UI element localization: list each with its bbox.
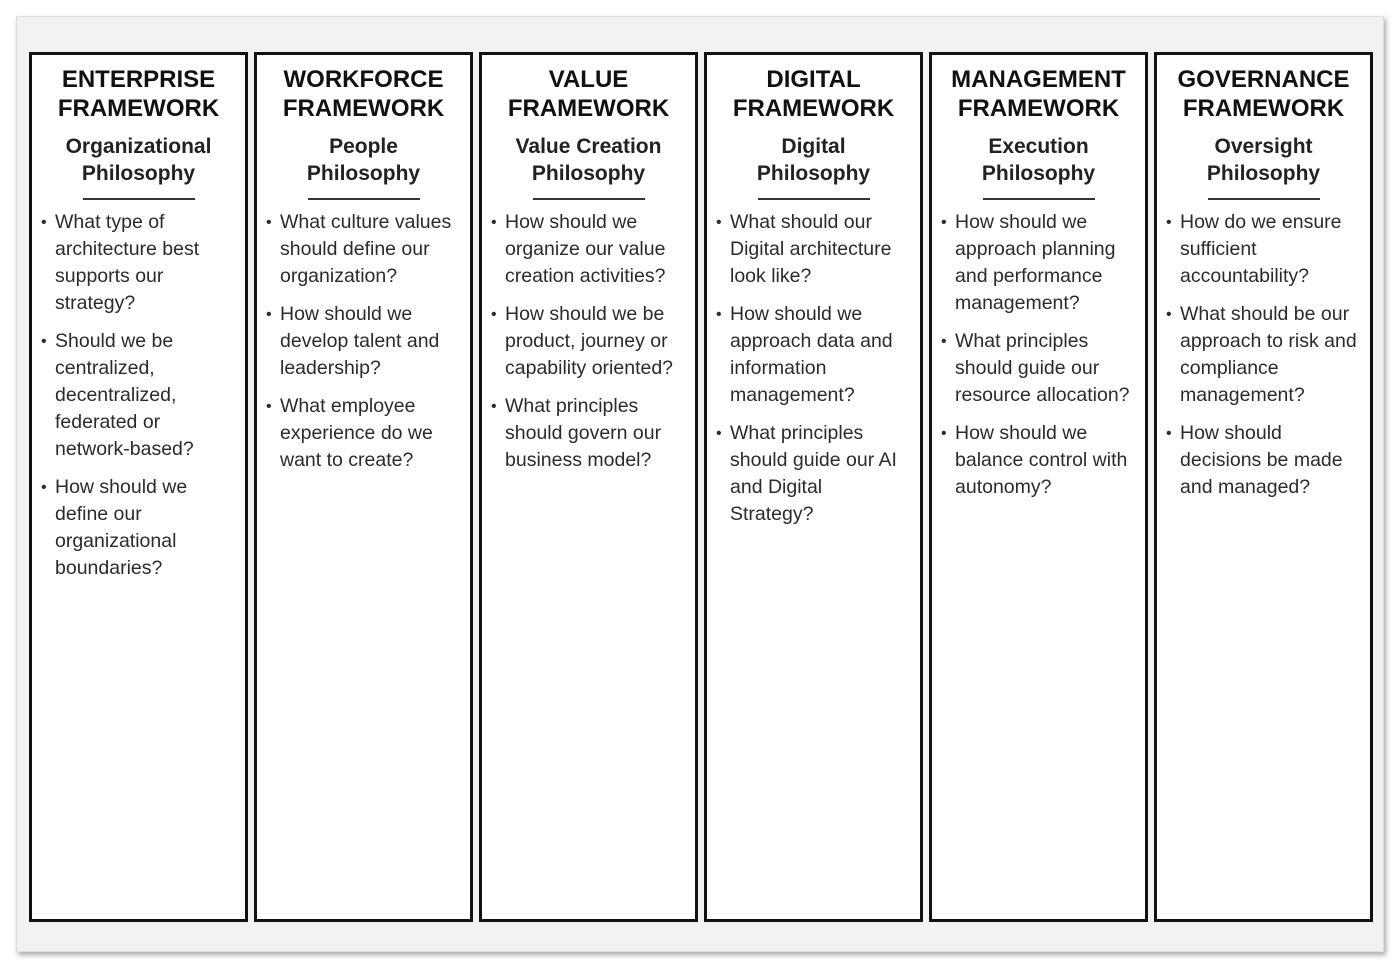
column-title-line2: FRAMEWORK (57, 95, 220, 122)
column-title-line1: VALUE (548, 66, 629, 93)
framework-column-governance (1154, 52, 1373, 922)
question-text: Should we be centralized, decentralized, federated or network-based? (55, 330, 194, 460)
column-subtitle (1166, 133, 1361, 187)
column-subtitle-line2: Philosophy (981, 162, 1096, 185)
bullet-icon: • (941, 425, 947, 442)
column-divider (758, 198, 870, 200)
question-text: How should we approach data and information management? (730, 303, 893, 406)
question-text: How do we ensure sufficient accountability? (1180, 211, 1342, 287)
framework-column-workforce (254, 52, 473, 922)
question-text: What type of architecture best supports our strategy? (55, 211, 200, 314)
bullet-icon: • (266, 306, 272, 323)
column-title-line2: FRAMEWORK (732, 95, 895, 122)
column-title (1166, 65, 1361, 123)
question-text: What principles should govern our business model? (505, 395, 662, 471)
bullet-icon: • (1166, 214, 1172, 231)
question-item (266, 209, 461, 290)
question-text: How should decisions be made and managed? (1180, 422, 1343, 498)
column-title-line1: WORKFORCE (283, 66, 444, 93)
column-subtitle (41, 133, 236, 187)
column-title (941, 65, 1136, 123)
question-list (41, 209, 236, 582)
bullet-icon: • (941, 333, 947, 350)
question-text: How should we approach planning and performance management? (955, 211, 1116, 314)
question-list (716, 209, 911, 528)
bullet-icon: • (1166, 306, 1172, 323)
question-item (1166, 209, 1361, 290)
column-title-line2: FRAMEWORK (507, 95, 670, 122)
question-item (41, 209, 236, 317)
column-subtitle-line1: Value Creation (515, 135, 662, 158)
question-text: What should our Digital architecture look like? (730, 211, 892, 287)
question-text: What culture values should define our organization? (280, 211, 452, 287)
column-title-line1: DIGITAL (766, 66, 861, 93)
bullet-icon: • (1166, 425, 1172, 442)
column-subtitle-line1: Digital (781, 135, 846, 158)
question-item (1166, 301, 1361, 409)
bullet-icon: • (266, 214, 272, 231)
question-text: How should we organize our value creation activities? (505, 211, 666, 287)
bullet-icon: • (41, 214, 47, 231)
question-item (941, 328, 1136, 409)
framework-page (16, 16, 1384, 952)
column-subtitle-line2: Philosophy (306, 162, 421, 185)
question-text: What principles should guide our AI and Digital Strategy? (730, 422, 897, 525)
question-text: What should be our approach to risk and compliance management? (1180, 303, 1357, 406)
question-item (716, 209, 911, 290)
framework-column-digital (704, 52, 923, 922)
column-title-line1: ENTERPRISE (61, 66, 216, 93)
question-item (941, 209, 1136, 317)
column-divider (1208, 198, 1320, 200)
column-subtitle (716, 133, 911, 187)
column-subtitle-line1: Execution (988, 135, 1089, 158)
column-divider (533, 198, 645, 200)
question-list (1166, 209, 1361, 501)
column-title (41, 65, 236, 123)
question-item (1166, 420, 1361, 501)
question-list (491, 209, 686, 474)
column-title-line2: FRAMEWORK (957, 95, 1120, 122)
question-text: How should we be product, journey or capability oriented? (505, 303, 674, 379)
question-text: How should we develop talent and leadership? (280, 303, 440, 379)
question-text: What employee experience do we want to create? (280, 395, 433, 471)
question-text: How should we define our organizational boundaries? (55, 476, 188, 579)
column-divider (983, 198, 1095, 200)
column-title-line2: FRAMEWORK (282, 95, 445, 122)
question-text: How should we balance control with autonomy? (955, 422, 1128, 498)
column-subtitle (266, 133, 461, 187)
column-title-line1: GOVERNANCE (1177, 66, 1350, 93)
bullet-icon: • (41, 333, 47, 350)
bullet-icon: • (266, 398, 272, 415)
framework-columns (29, 52, 1373, 922)
bullet-icon: • (491, 214, 497, 231)
question-item (41, 328, 236, 463)
question-item (716, 420, 911, 528)
column-subtitle-line1: Oversight (1214, 135, 1313, 158)
question-item (266, 301, 461, 382)
question-item (491, 301, 686, 382)
question-text: What principles should guide our resource allocation? (955, 330, 1130, 406)
question-item (941, 420, 1136, 501)
bullet-icon: • (716, 214, 722, 231)
column-title (491, 65, 686, 123)
bullet-icon: • (491, 306, 497, 323)
column-title-line1: MANAGEMENT (951, 66, 1126, 93)
column-divider (308, 198, 420, 200)
bullet-icon: • (716, 425, 722, 442)
question-item (491, 209, 686, 290)
framework-column-value (479, 52, 698, 922)
question-list (266, 209, 461, 474)
column-subtitle (941, 133, 1136, 187)
question-item (491, 393, 686, 474)
question-list (941, 209, 1136, 501)
question-item (266, 393, 461, 474)
bullet-icon: • (941, 214, 947, 231)
bullet-icon: • (716, 306, 722, 323)
column-subtitle-line1: People (329, 135, 398, 158)
column-title-line2: FRAMEWORK (1182, 95, 1345, 122)
column-subtitle-line2: Philosophy (1206, 162, 1321, 185)
column-subtitle-line2: Philosophy (531, 162, 646, 185)
column-title (266, 65, 461, 123)
column-subtitle (491, 133, 686, 187)
question-item (41, 474, 236, 582)
column-divider (83, 198, 195, 200)
column-subtitle-line1: Organizational (65, 135, 212, 158)
framework-column-management (929, 52, 1148, 922)
bullet-icon: • (41, 479, 47, 496)
question-item (716, 301, 911, 409)
bullet-icon: • (491, 398, 497, 415)
column-title (716, 65, 911, 123)
column-subtitle-line2: Philosophy (81, 162, 196, 185)
column-subtitle-line2: Philosophy (756, 162, 871, 185)
framework-column-enterprise (29, 52, 248, 922)
